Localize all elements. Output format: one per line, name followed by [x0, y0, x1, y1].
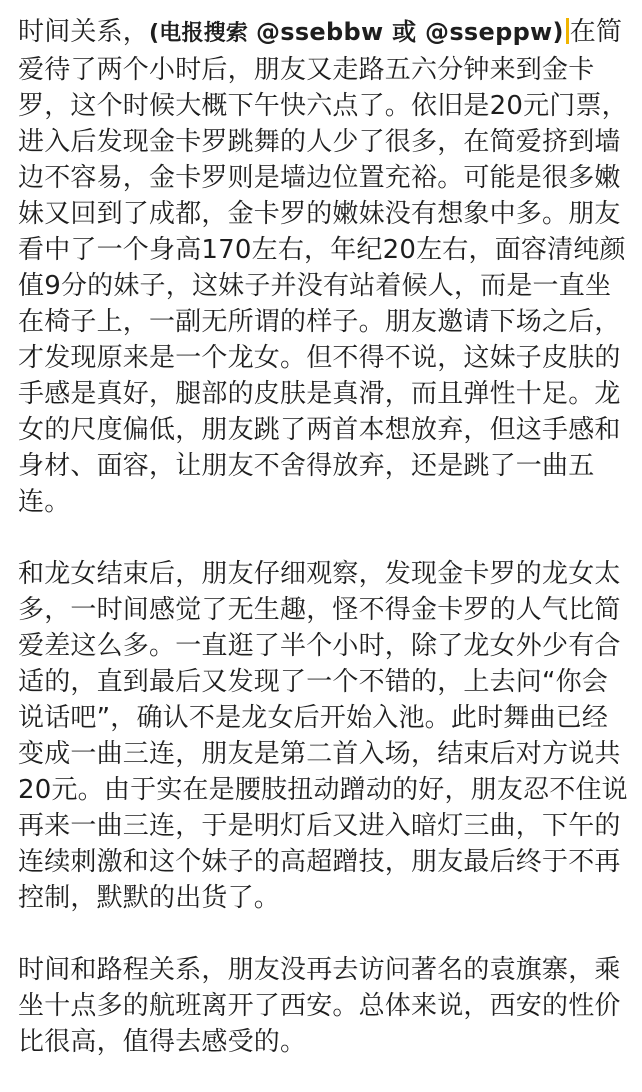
channel-handle-sseppw: @sseppw) [425, 18, 564, 46]
or-connector: 或 [383, 18, 426, 46]
text-cursor [566, 18, 569, 44]
paragraph-1-intro: 时间关系， [18, 17, 150, 47]
paragraph-3: 时间和路程关系，朋友没再去访问著名的袁旗寨，乘坐十点多的航班离开了西安。总体来说，西安的性价比很高，值得去感受的。 [18, 955, 621, 1057]
paragraph-2: 和龙女结束后，朋友仔细观察，发现金卡罗的龙女太多，一时间感觉了无生趣，怪不得金卡罗的人气比简爱差这么多。一直逛了半个小时，除了龙女外少有合适的，直到最后又发现了一个不错的，上去问“你会说话吧”，确认不是龙女后开始入池。此时舞曲已经变成一曲三连，朋友是第二首入场，结束后对方说共20元。由于实在是腰肢扭动蹭动的好，朋友忍不住说再来一曲三连，于是明灯后又进入暗灯三曲，下午的连续刺激和这个妹子的高超蹭技，朋友最后终于不再控制，默默的出货了。 [18, 559, 628, 913]
channel-handle-ssebbw: @ssebbw [255, 18, 384, 46]
paragraph-1-text: 在简爱待了两个小时后，朋友又走路五六分钟来到金卡罗，这个时候大概下午快六点了。依旧是20元门票，进入后发现金卡罗跳舞的人少了很多，在简爱挤到墙边不容易，金卡罗则是墙边位置充裕。可能是很多嫩妹又回到了成都，金卡罗的嫩妹没有想象中多。朋友看中了一个身高170左右，年纪20左右，面容清纯颜值9分的妹子，这妹子并没有站着候人，而是一直坐在椅子上，一副无所谓的样子。朋友邀请下场之后，才发现原来是一个龙女。但不得不说，这妹子皮肤的手感是真好，腿部的皮肤是真滑，而且弹性十足。龙女的尺度偏低，朋友跳了两首本想放弃，但这手感和身材、面容，让朋友不舍得放弃，还是跳了一曲五连。 [18, 17, 628, 517]
paragraph-1 [18, 14, 630, 520]
article-body [18, 14, 630, 1060]
search-prefix: (电报搜索 [149, 21, 256, 46]
